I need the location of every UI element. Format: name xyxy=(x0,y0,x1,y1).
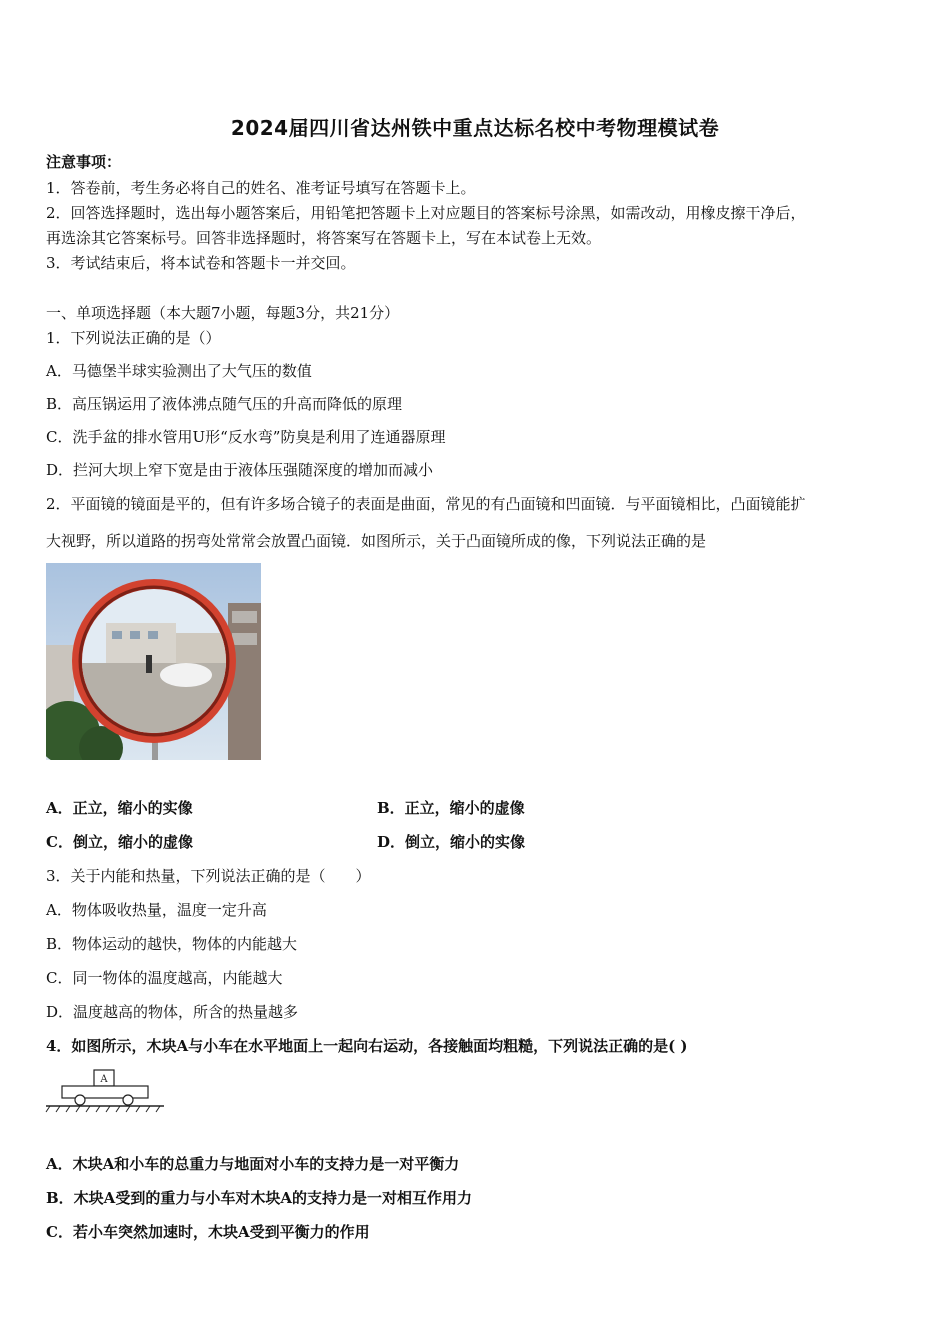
q2-option-c: C．倒立，缩小的虚像 xyxy=(46,833,193,851)
q4-option-a: A．木块A和小车的总重力与地面对小车的支持力是一对平衡力 xyxy=(46,1155,460,1173)
section-heading: 一、单项选择题（本大题7小题，每题3分，共21分） xyxy=(46,304,400,322)
notice-item: 1．答卷前，考生务必将自己的姓名、准考证号填写在答题卡上。 xyxy=(46,179,476,197)
q1-option-c: C．洗手盆的排水管用U形“反水弯”防臭是利用了连通器原理 xyxy=(46,428,446,446)
q3-option-b: B．物体运动的越快，物体的内能越大 xyxy=(46,935,298,953)
convex-mirror-photo xyxy=(46,563,261,760)
q1-option-b: B．高压锅运用了液体沸点随气压的升高而降低的原理 xyxy=(46,395,403,413)
notice-item: 再选涂其它答案标号。回答非选择题时，将答案写在答题卡上，写在本试卷上无效。 xyxy=(46,229,602,247)
q4-option-b: B．木块A受到的重力与小车对木块A的支持力是一对相互作用力 xyxy=(46,1189,472,1207)
notice-item: 3．考试结束后，将本试卷和答题卡一并交回。 xyxy=(46,254,356,272)
q4-option-c: C．若小车突然加速时，木块A受到平衡力的作用 xyxy=(46,1223,370,1241)
q3-option-d: D．温度越高的物体，所含的热量越多 xyxy=(46,1003,299,1021)
q1-option-d: D．拦河大坝上窄下宽是由于液体压强随深度的增加而减小 xyxy=(46,461,434,479)
q4-stem: 4．如图所示，木块A与小车在水平地面上一起向右运动，各接触面均粗糙，下列说法正确的是( ) xyxy=(46,1037,688,1055)
notice-item: 2．回答选择题时，选出每小题答案后，用铅笔把答题卡上对应题目的答案标号涂黑，如需改动，用橡皮擦干净后， xyxy=(46,204,806,222)
q3-option-c: C．同一物体的温度越高，内能越大 xyxy=(46,969,283,987)
block-a-label: A xyxy=(100,1074,108,1085)
q2-stem: 大视野，所以道路的拐弯处常常会放置凸面镜．如图所示，关于凸面镜所成的像，下列说法正确的是 xyxy=(46,532,707,550)
page-title: 2024届四川省达州铁中重点达标名校中考物理模试卷 xyxy=(230,116,720,140)
cart-block-figure xyxy=(44,1066,166,1114)
notice-heading: 注意事项： xyxy=(46,153,122,171)
q1-stem: 1．下列说法正确的是（） xyxy=(46,329,221,347)
q3-stem: 3．关于内能和热量，下列说法正确的是（ ） xyxy=(46,867,371,885)
q2-stem: 2．平面镜的镜面是平的，但有许多场合镜子的表面是曲面，常见的有凸面镜和凹面镜．与平面镜相比，凸面镜能扩 xyxy=(46,495,806,513)
q1-option-a: A．马德堡半球实验测出了大气压的数值 xyxy=(46,362,312,380)
q2-option-b: B．正立，缩小的虚像 xyxy=(377,799,525,817)
q3-option-a: A．物体吸收热量，温度一定升高 xyxy=(46,901,267,919)
q2-option-d: D．倒立，缩小的实像 xyxy=(377,833,526,851)
q2-option-a: A．正立，缩小的实像 xyxy=(46,799,193,817)
